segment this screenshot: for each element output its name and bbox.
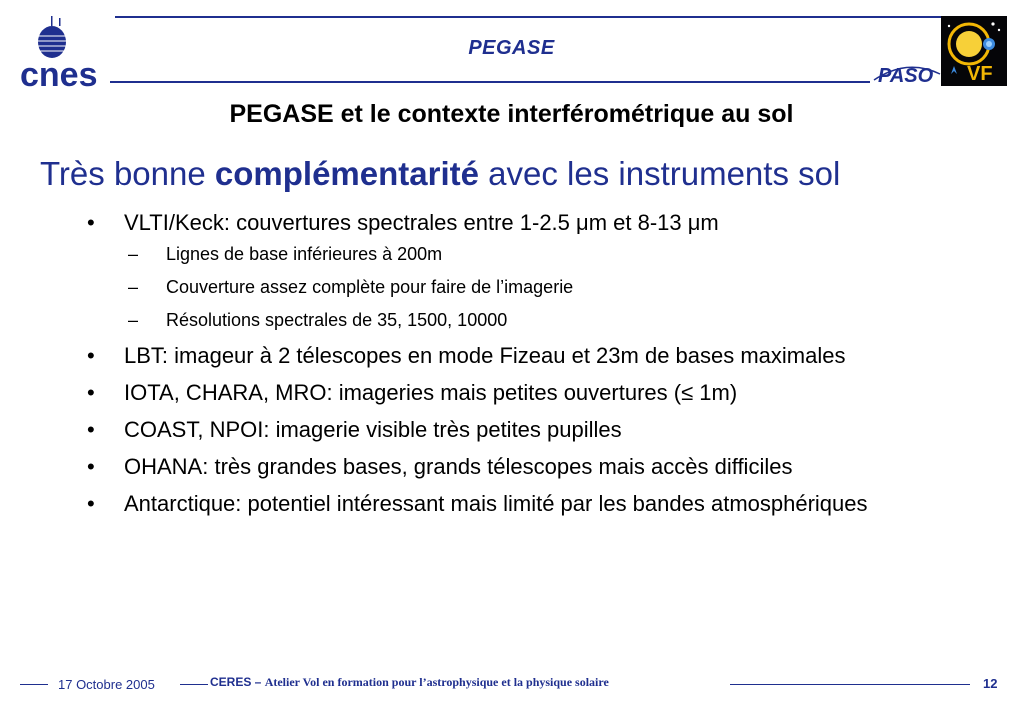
bullet-text: OHANA: très grandes bases, grands télescopes mais accès difficiles: [124, 454, 793, 479]
bullet-text: IOTA, CHARA, MRO: imageries mais petites ouvertures (≤ 1m): [124, 380, 738, 405]
page-number: 12: [983, 676, 998, 691]
bullet-item: [83, 489, 983, 518]
bullet-text: VLTI/Keck: couvertures spectrales entre 1-2.5 μm et 8-13 μm: [124, 210, 719, 235]
footer-date: 17 Octobre 2005: [58, 677, 155, 692]
bullet-item: [83, 452, 983, 481]
bullet-dot-icon: •: [87, 380, 95, 405]
header-rule-bottom: [110, 81, 870, 83]
subtitle-emphasis: complémentarité: [214, 155, 479, 192]
slide-title: PEGASE et le contexte interférométrique au sol: [229, 100, 794, 128]
subtitle-post: avec les instruments sol: [478, 155, 841, 192]
header-rule-top: [115, 16, 945, 18]
bullet-list: [83, 208, 983, 526]
bullet-text: COAST, NPOI: imagerie visible très petites pupilles: [124, 417, 622, 442]
svg-text:VF: VF: [967, 63, 993, 85]
footer-rule-right: [730, 684, 970, 685]
dash-icon: –: [128, 244, 139, 264]
bullet-dot-icon: •: [87, 454, 95, 479]
vf-logo: [941, 16, 1007, 86]
bullet-dot-icon: •: [87, 491, 95, 516]
dash-icon: –: [128, 277, 139, 297]
paso-logo: [872, 60, 942, 86]
bullet-dot-icon: •: [87, 343, 95, 368]
sub-bullet-list: [124, 242, 983, 332]
sub-bullet-text: Résolutions spectrales de 35, 1500, 10000: [166, 310, 508, 330]
bullet-item: [83, 378, 983, 407]
bullet-item: [83, 415, 983, 444]
svg-text:cnes: cnes: [20, 56, 98, 92]
footer-event: CERES –: [210, 675, 265, 689]
bullet-text: LBT: imageur à 2 télescopes en mode Fizeau et 23m de bases maximales: [124, 343, 846, 368]
header-title: PEGASE: [468, 37, 555, 59]
footer-event-title: Atelier Vol en formation pour l’astrophysique et la physique solaire: [264, 675, 609, 689]
sub-bullet-item: [124, 242, 983, 266]
slide-subtitle: [40, 155, 840, 193]
footer-center-text: [210, 675, 609, 690]
svg-text:PASO: PASO: [878, 65, 934, 86]
sub-bullet-text: Lignes de base inférieures à 200m: [166, 244, 443, 264]
subtitle-pre: Très bonne: [40, 155, 215, 192]
sub-bullet-text: Couverture assez complète pour faire de l’imagerie: [166, 277, 574, 297]
bullet-dot-icon: •: [87, 210, 95, 235]
bullet-item: [83, 208, 983, 332]
sub-bullet-item: [124, 275, 983, 299]
footer-rule-left: [20, 684, 48, 685]
footer-rule-mid-left: [180, 684, 208, 685]
sub-bullet-item: [124, 308, 983, 332]
bullet-dot-icon: •: [87, 417, 95, 442]
cnes-logo: [18, 14, 100, 92]
bullet-item: [83, 341, 983, 370]
bullet-text: Antarctique: potentiel intéressant mais limité par les bandes atmosphériques: [124, 491, 868, 516]
dash-icon: –: [128, 310, 139, 330]
